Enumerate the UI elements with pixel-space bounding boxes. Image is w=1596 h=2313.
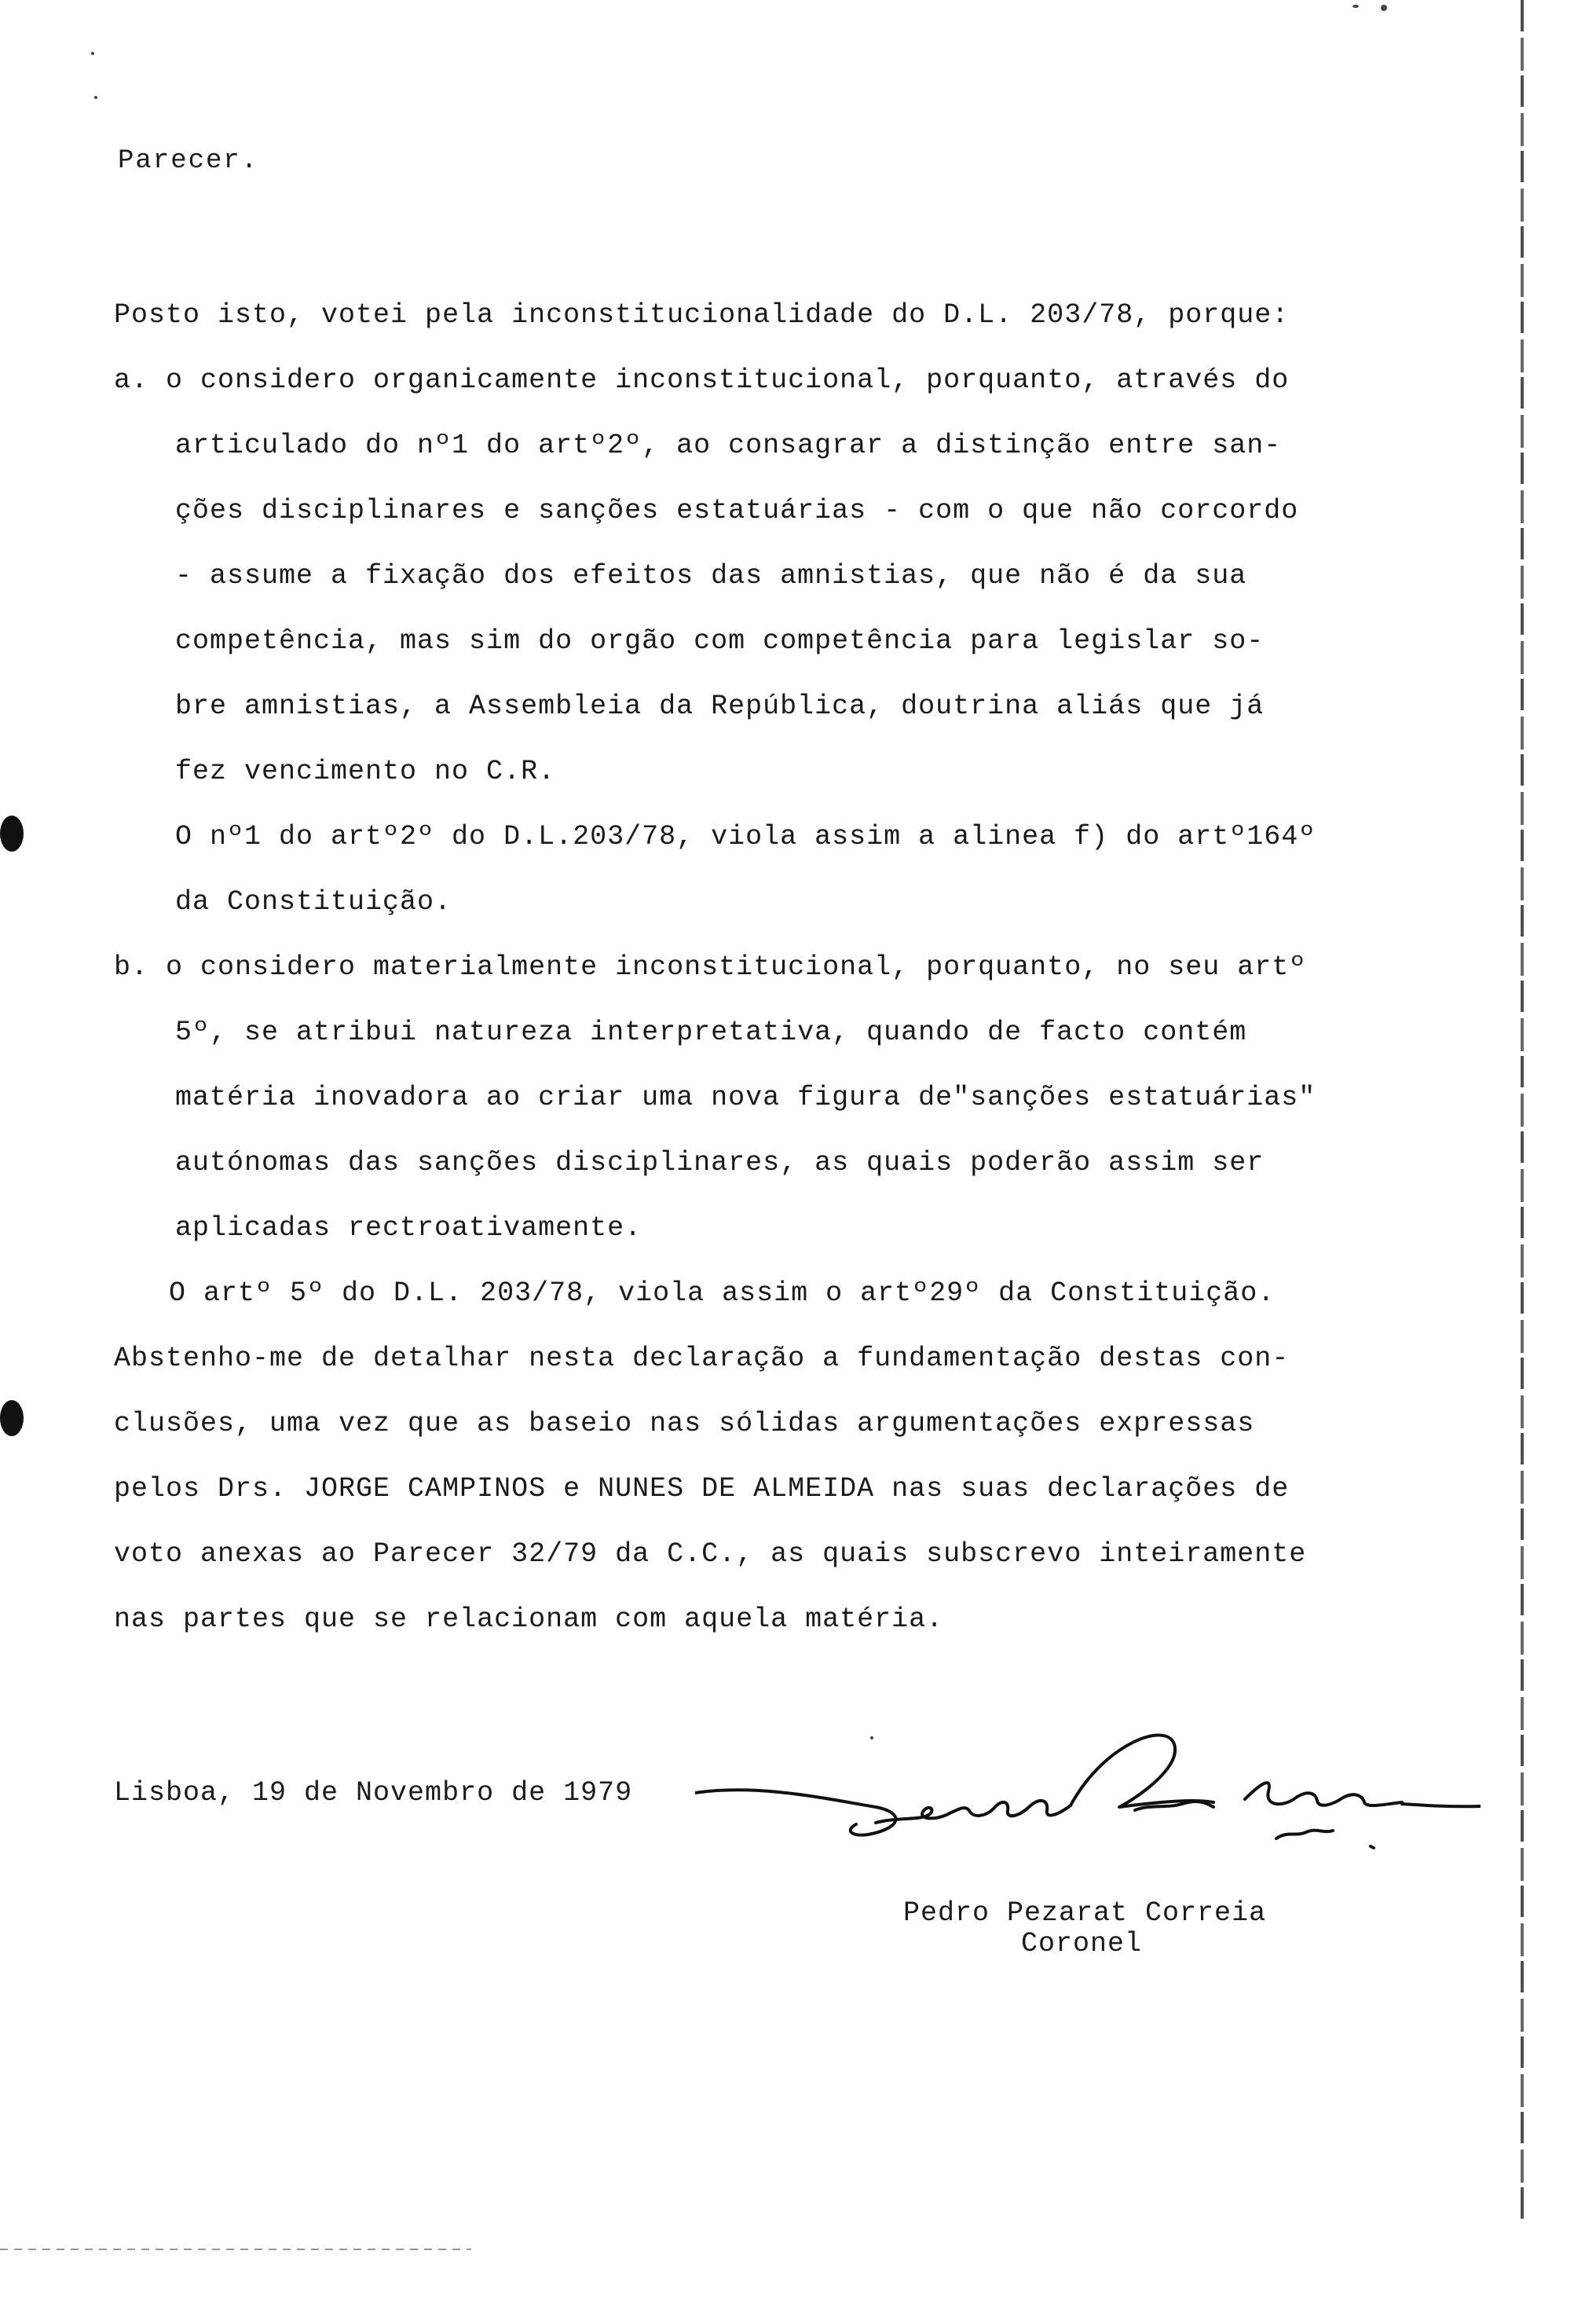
- body-line: O artº 5º do D.L. 203/78, viola assim o artº29º da Constituição.: [169, 1277, 1276, 1309]
- body-line: autónomas das sanções disciplinares, as quais poderão assim ser: [175, 1147, 1265, 1178]
- ink-speck: [1381, 5, 1387, 11]
- signature-block: [114, 1768, 1528, 2003]
- ink-speck: [91, 52, 94, 55]
- punch-hole-icon: [0, 1400, 24, 1436]
- bottom-dash-rule: [0, 2249, 471, 2250]
- body-line: Posto isto, votei pela inconstitucionalidade do D.L. 203/78, porque:: [114, 299, 1290, 331]
- place-date: Lisboa, 19 de Novembro de 1979: [114, 1777, 633, 1809]
- ink-speck: [1353, 5, 1359, 8]
- body-line: clusões, uma vez que as baseio nas sólidas argumentações expressas: [114, 1408, 1255, 1439]
- body-line: matéria inovadora ao criar uma nova figura de"sanções estatuárias": [175, 1082, 1316, 1113]
- body-line: b. o considero materialmente inconstitucional, porquanto, no seu artº: [114, 951, 1307, 983]
- body-line: articulado do nº1 do artº2º, ao consagrar a distinção entre san-: [175, 430, 1282, 461]
- body-line: nas partes que se relacionam com aquela matéria.: [114, 1604, 944, 1635]
- body-line: competência, mas sim do orgão com competência para legislar so-: [175, 625, 1265, 657]
- punch-hole-icon: [0, 816, 24, 852]
- document-body: [114, 283, 1520, 1652]
- body-line: aplicadas rectroativamente.: [175, 1212, 642, 1244]
- signer-name: Pedro Pezarat Correia: [903, 1897, 1267, 1929]
- body-line: - assume a fixação dos efeitos das amnistias, que não é da sua: [175, 560, 1247, 592]
- document-title: Parecer.: [118, 146, 259, 176]
- ink-speck: [94, 96, 97, 99]
- body-line: fez vencimento no C.R.: [175, 756, 556, 787]
- signer-rank: Coronel: [1021, 1928, 1143, 1959]
- handwritten-signature-icon: [695, 1728, 1481, 1886]
- body-line: a. o considero organicamente inconstitucional, porquanto, através do: [114, 365, 1290, 396]
- body-line: O nº1 do artº2º do D.L.203/78, viola assim a alinea f) do artº164º: [175, 821, 1316, 852]
- body-line: 5º, se atribui natureza interpretativa, quando de facto contém: [175, 1017, 1247, 1048]
- body-line: bre amnistias, a Assembleia da República, doutrina aliás que já: [175, 691, 1265, 722]
- body-line: ções disciplinares e sanções estatuárias - com o que não corcordo: [175, 495, 1299, 526]
- body-line: pelos Drs. JORGE CAMPINOS e NUNES DE ALMEIDA nas suas declarações de: [114, 1473, 1290, 1505]
- body-line: voto anexas ao Parecer 32/79 da C.C., as quais subscrevo inteiramente: [114, 1538, 1307, 1570]
- body-line: Abstenho-me de detalhar nesta declaração a fundamentação destas con-: [114, 1343, 1290, 1374]
- body-line: da Constituição.: [175, 886, 452, 918]
